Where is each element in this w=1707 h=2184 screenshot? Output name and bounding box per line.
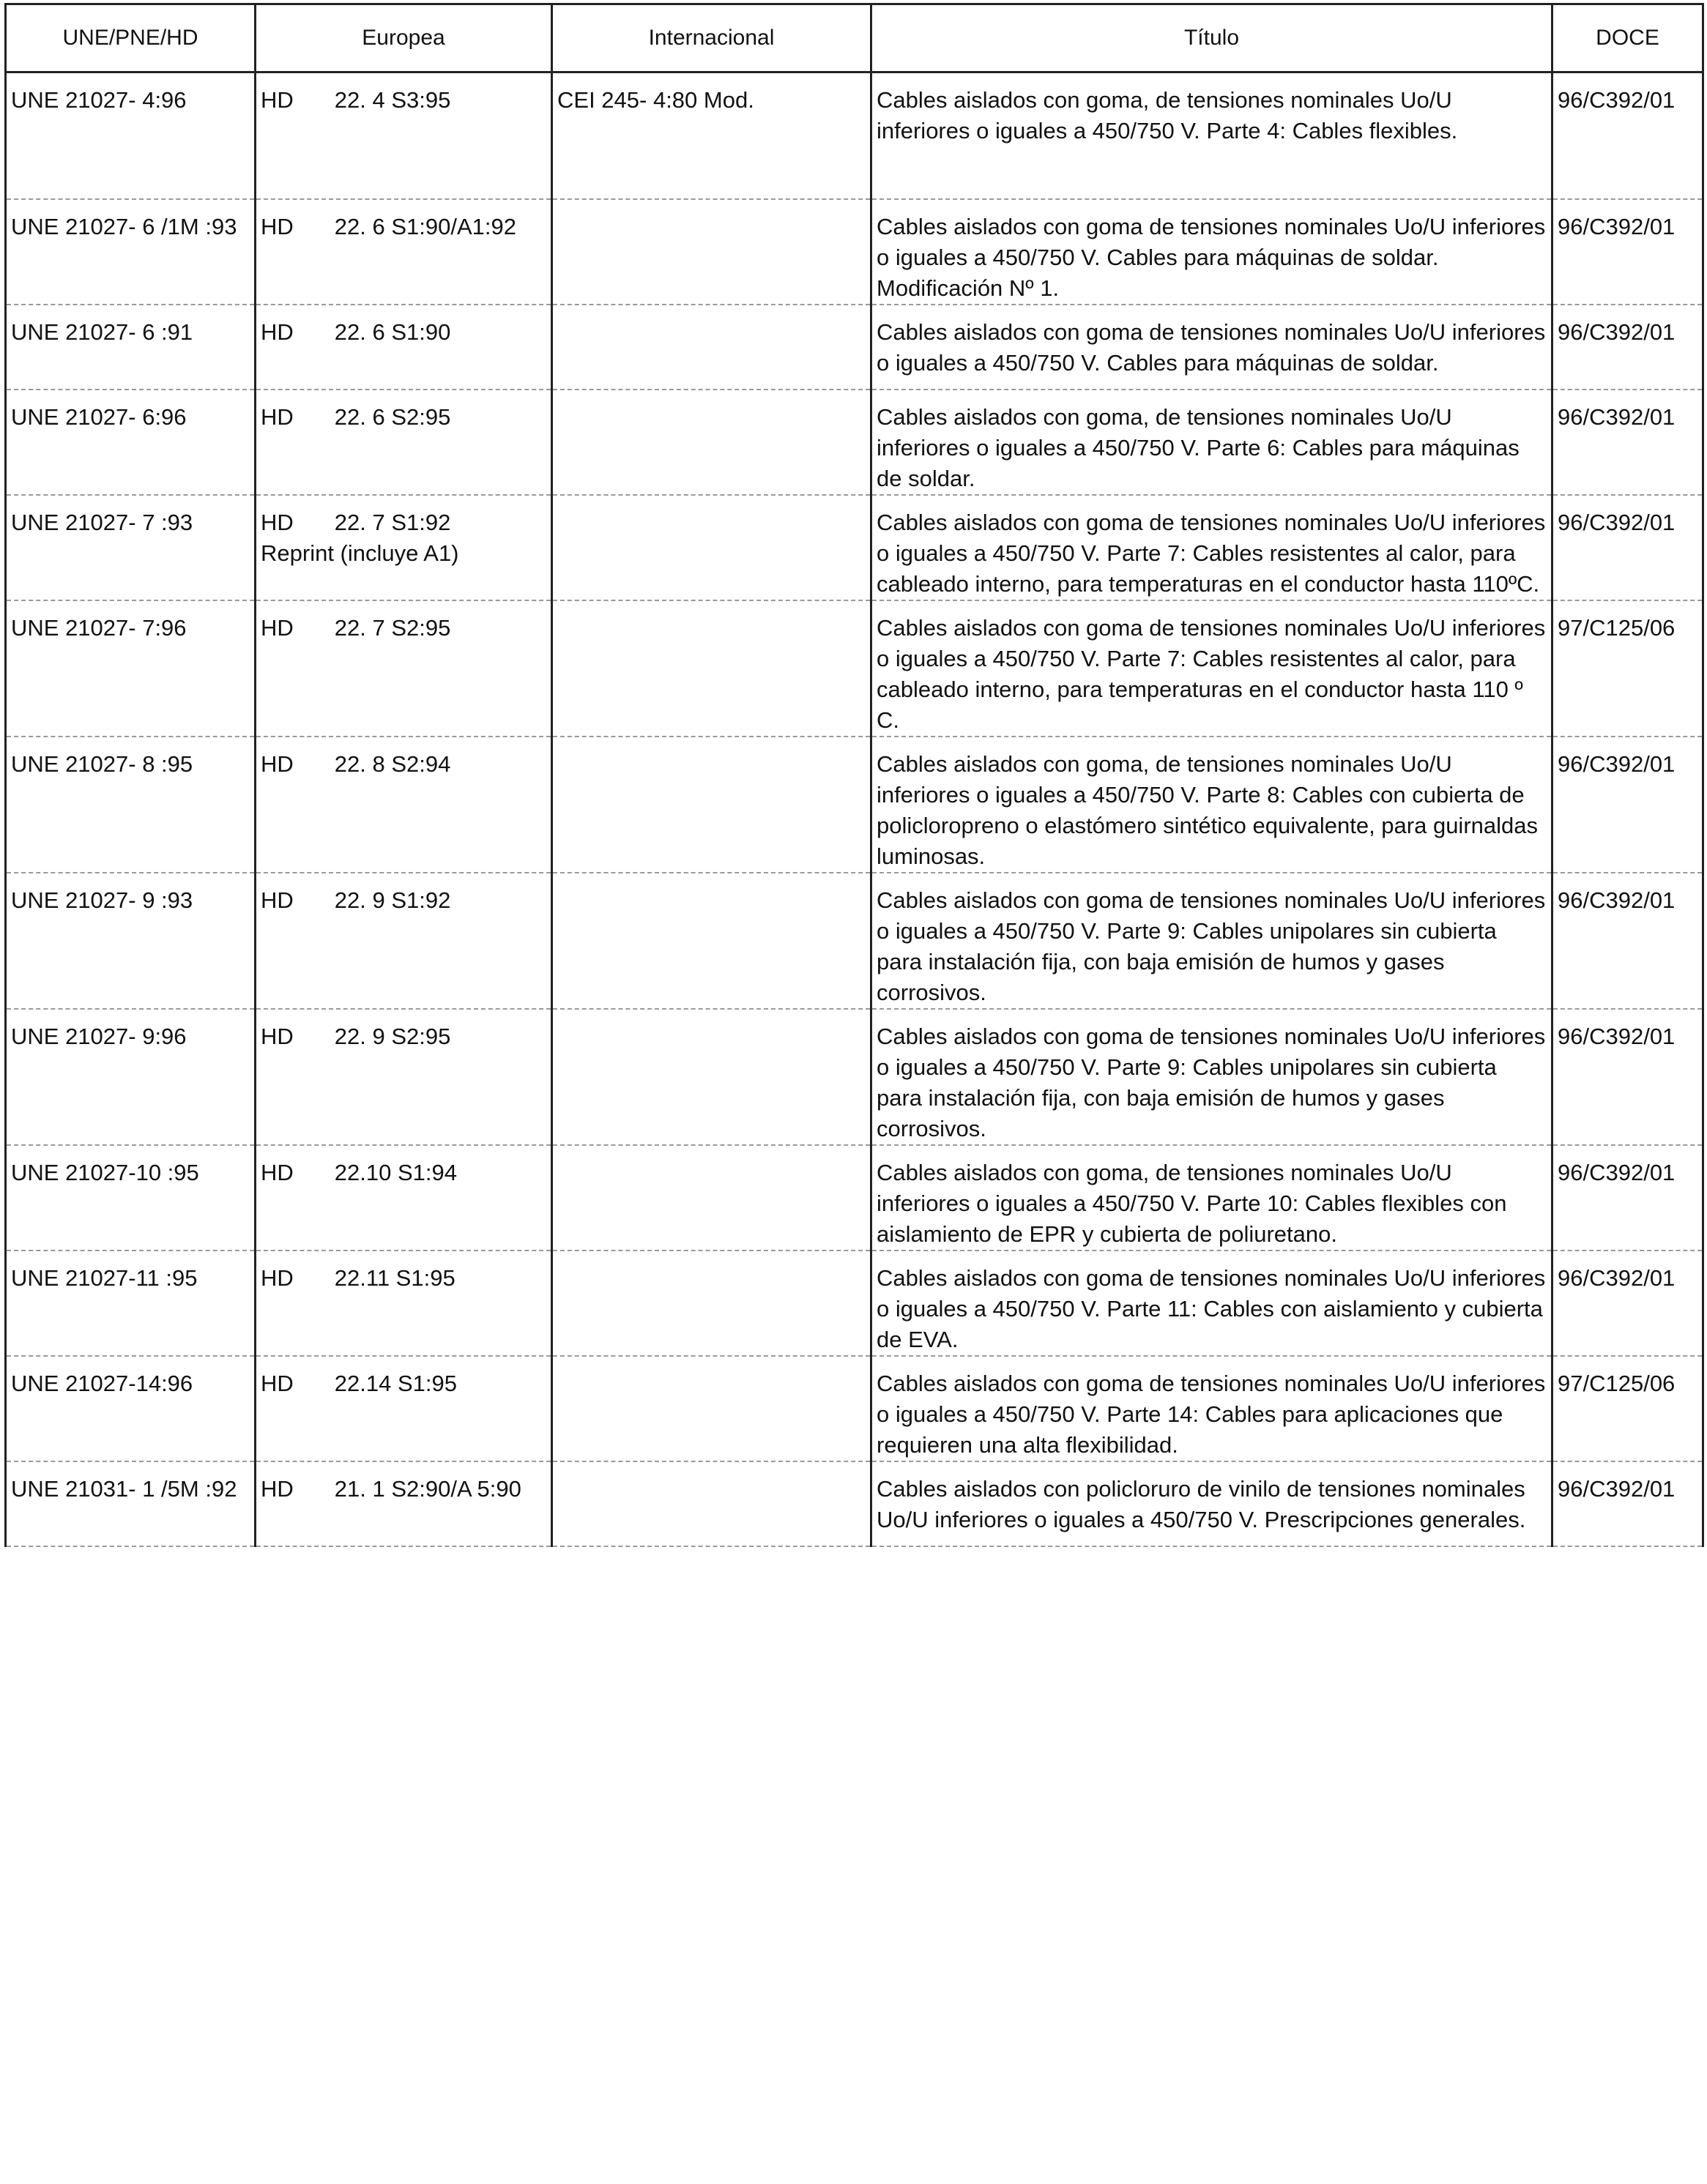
europea-code: 22. 8 S2:94 <box>334 750 451 777</box>
europea-prefix: HD <box>261 1370 294 1396</box>
cell-titulo: Cables aislados con goma de tensiones nominales Uo/U inferiores o iguales a 450/750 V. Parte 11: Cables con aislamiento y cubierta de EVA. <box>871 1251 1552 1356</box>
cell-une: UNE 21027- 8 :95 <box>6 737 256 873</box>
standards-table <box>4 3 1704 1547</box>
cell-doce: 96/C392/01 <box>1552 1009 1703 1145</box>
cell-titulo: Cables aislados con goma de tensiones nominales Uo/U inferiores o iguales a 450/750 V. Parte 9: Cables unipolares sin cubierta para instalación fija, con baja emisión de humos y gases corrosivos. <box>871 873 1552 1009</box>
table-row <box>6 1009 1703 1145</box>
europea-note: Reprint (incluye A1) <box>261 540 459 566</box>
europea-prefix: HD <box>261 1023 294 1049</box>
cell-une: UNE 21027- 7 :93 <box>6 495 256 600</box>
table-row <box>6 305 1703 390</box>
cell-titulo: Cables aislados con goma, de tensiones nominales Uo/U inferiores o iguales a 450/750 V. Parte 8: Cables con cubierta de policloropreno o elastómero sintético equivalente, para guirnaldas luminosas. <box>871 737 1552 873</box>
cell-europea <box>256 600 552 737</box>
cell-doce: 96/C392/01 <box>1552 305 1703 390</box>
table-row <box>6 873 1703 1009</box>
cell-titulo: Cables aislados con goma, de tensiones nominales Uo/U inferiores o iguales a 450/750 V. Parte 4: Cables flexibles. <box>871 72 1552 199</box>
cell-une: UNE 21027-11 :95 <box>6 1251 256 1356</box>
cell-titulo: Cables aislados con goma de tensiones nominales Uo/U inferiores o iguales a 450/750 V. Cables para máquinas de soldar. Modificación Nº 1. <box>871 199 1552 305</box>
cell-internacional <box>552 1461 871 1546</box>
cell-une: UNE 21027-14:96 <box>6 1356 256 1461</box>
cell-doce: 96/C392/01 <box>1552 1145 1703 1251</box>
europea-code: 22. 7 S2:95 <box>334 614 451 641</box>
cell-une: UNE 21027- 4:96 <box>6 72 256 199</box>
cell-europea <box>256 1461 552 1546</box>
europea-prefix: HD <box>261 1159 294 1185</box>
header-internacional: Internacional <box>552 4 871 72</box>
cell-doce: 96/C392/01 <box>1552 737 1703 873</box>
table-row <box>6 737 1703 873</box>
cell-doce: 96/C392/01 <box>1552 495 1703 600</box>
cell-internacional <box>552 390 871 495</box>
cell-internacional <box>552 199 871 305</box>
europea-code: 22. 6 S2:95 <box>334 403 451 430</box>
table-row <box>6 199 1703 305</box>
cell-une: UNE 21027- 6:96 <box>6 390 256 495</box>
table-body <box>6 72 1703 1546</box>
cell-titulo: Cables aislados con goma de tensiones nominales Uo/U inferiores o iguales a 450/750 V. Parte 9: Cables unipolares sin cubierta para instalación fija, con baja emisión de humos y gases corrosivos. <box>871 1009 1552 1145</box>
cell-internacional <box>552 495 871 600</box>
europea-prefix: HD <box>261 750 294 777</box>
table-row <box>6 390 1703 495</box>
header-europea: Europea <box>256 4 552 72</box>
europea-prefix: HD <box>261 1475 294 1502</box>
cell-europea <box>256 495 552 600</box>
europea-code: 22.11 S1:95 <box>334 1264 455 1291</box>
table-row <box>6 1145 1703 1251</box>
europea-prefix: HD <box>261 213 294 239</box>
cell-internacional <box>552 873 871 1009</box>
cell-europea <box>256 305 552 390</box>
europea-code: 22. 4 S3:95 <box>334 87 451 113</box>
cell-doce: 96/C392/01 <box>1552 72 1703 199</box>
europea-code: 22.14 S1:95 <box>334 1370 457 1396</box>
cell-titulo: Cables aislados con goma de tensiones nominales Uo/U inferiores o iguales a 450/750 V. Parte 14: Cables para aplicaciones que requieren una alta flexibilidad. <box>871 1356 1552 1461</box>
cell-europea <box>256 873 552 1009</box>
cell-internacional <box>552 1145 871 1251</box>
cell-internacional: CEI 245- 4:80 Mod. <box>552 72 871 199</box>
table-row <box>6 495 1703 600</box>
europea-code: 21. 1 S2:90/A 5:90 <box>334 1475 521 1502</box>
cell-une: UNE 21027- 9:96 <box>6 1009 256 1145</box>
cell-une: UNE 21027- 9 :93 <box>6 873 256 1009</box>
table-row <box>6 1251 1703 1356</box>
table-row <box>6 72 1703 199</box>
cell-doce: 97/C125/06 <box>1552 600 1703 737</box>
cell-titulo: Cables aislados con goma, de tensiones nominales Uo/U inferiores o iguales a 450/750 V. Parte 6: Cables para máquinas de soldar. <box>871 390 1552 495</box>
cell-doce: 96/C392/01 <box>1552 390 1703 495</box>
cell-une: UNE 21027- 7:96 <box>6 600 256 737</box>
cell-internacional <box>552 1251 871 1356</box>
europea-prefix: HD <box>261 887 294 913</box>
cell-une: UNE 21027- 6 /1M :93 <box>6 199 256 305</box>
cell-doce: 96/C392/01 <box>1552 1251 1703 1356</box>
cell-doce: 96/C392/01 <box>1552 873 1703 1009</box>
cell-europea <box>256 199 552 305</box>
header-doce: DOCE <box>1552 4 1703 72</box>
cell-une: UNE 21031- 1 /5M :92 <box>6 1461 256 1546</box>
europea-code: 22. 6 S1:90/A1:92 <box>334 213 516 239</box>
table-row <box>6 600 1703 737</box>
cell-titulo: Cables aislados con goma de tensiones nominales Uo/U inferiores o iguales a 450/750 V. Parte 7: Cables resistentes al calor, para cableado interno, para temperaturas en el conductor hasta 110ºC. <box>871 495 1552 600</box>
cell-internacional <box>552 305 871 390</box>
cell-europea <box>256 72 552 199</box>
europea-code: 22. 7 S1:92 <box>334 509 451 535</box>
cell-europea <box>256 737 552 873</box>
europea-prefix: HD <box>261 318 294 345</box>
cell-titulo: Cables aislados con policloruro de vinilo de tensiones nominales Uo/U inferiores o iguales a 450/750 V. Prescripciones generales. <box>871 1461 1552 1546</box>
europea-code: 22. 9 S2:95 <box>334 1023 451 1049</box>
cell-une: UNE 21027- 6 :91 <box>6 305 256 390</box>
table-row <box>6 1461 1703 1546</box>
cell-une: UNE 21027-10 :95 <box>6 1145 256 1251</box>
cell-internacional <box>552 1009 871 1145</box>
header-row <box>6 4 1703 72</box>
cell-internacional <box>552 1356 871 1461</box>
europea-prefix: HD <box>261 509 294 535</box>
header-titulo: Título <box>871 4 1552 72</box>
europea-prefix: HD <box>261 403 294 430</box>
cell-europea <box>256 1145 552 1251</box>
cell-doce: 96/C392/01 <box>1552 199 1703 305</box>
cell-doce: 96/C392/01 <box>1552 1461 1703 1546</box>
europea-code: 22.10 S1:94 <box>334 1159 457 1185</box>
cell-internacional <box>552 737 871 873</box>
cell-europea <box>256 1356 552 1461</box>
cell-europea <box>256 1009 552 1145</box>
cell-titulo: Cables aislados con goma de tensiones nominales Uo/U inferiores o iguales a 450/750 V. Cables para máquinas de soldar. <box>871 305 1552 390</box>
cell-titulo: Cables aislados con goma de tensiones nominales Uo/U inferiores o iguales a 450/750 V. Parte 7: Cables resistentes al calor, para cableado interno, para temperaturas en el conductor hasta 110 º C. <box>871 600 1552 737</box>
cell-doce: 97/C125/06 <box>1552 1356 1703 1461</box>
cell-europea <box>256 1251 552 1356</box>
europea-code: 22. 6 S1:90 <box>334 318 451 345</box>
cell-titulo: Cables aislados con goma, de tensiones nominales Uo/U inferiores o iguales a 450/750 V. Parte 10: Cables flexibles con aislamiento de EPR y cubierta de poliuretano. <box>871 1145 1552 1251</box>
europea-prefix: HD <box>261 87 294 113</box>
europea-code: 22. 9 S1:92 <box>334 887 451 913</box>
table-row <box>6 1356 1703 1461</box>
europea-prefix: HD <box>261 614 294 641</box>
cell-internacional <box>552 600 871 737</box>
cell-europea <box>256 390 552 495</box>
header-une: UNE/PNE/HD <box>6 4 256 72</box>
europea-prefix: HD <box>261 1264 294 1291</box>
